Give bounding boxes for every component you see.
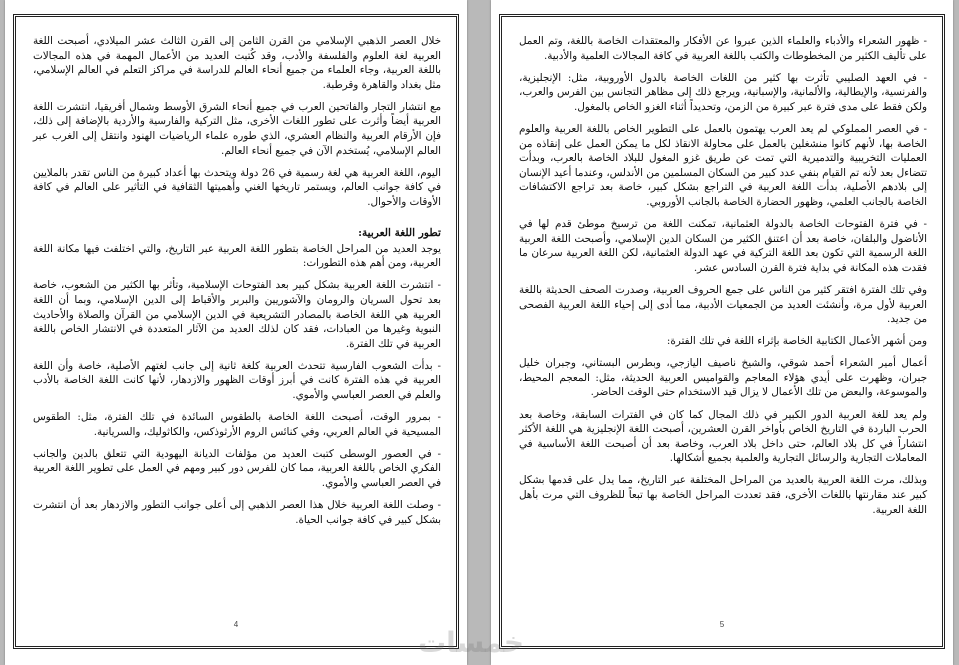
- paragraph: وبذلك، مرت اللغة العربية بالعديد من المراحل المختلفة عبر التاريخ، مما يدل على قدمها بشكل كبير عند مقارنتها باللغات الأخرى، فقد تعددت المراحل الخاصة بها تبعاً للظروف التي مرت بأهل اللغة العربية.: [519, 474, 927, 516]
- paragraph: - في العصر المملوكي لم يعد العرب يهتمون بالعمل على التطوير الخاص باللغة العربية والعلوم الخاصة بها، لأنهم كانوا منشغلين بالعمل على محاولة الانقاذ لكل ما يمكن العمل على إنقاذه من العمليات التخريبية والتدميرية التي تمت عن طريق غزو المغول للبلاد الخاصة بالعرب، وبدأت تتضاءل بعد لأنه تم القيام بنفي عدد كبير من السكان المسلمين من الأندلس، وعندما أعيد الإنسان إلى بلادهم الأصلية، بدأت اللغة العربية في التراجع بشكل كبير، خاصة بعد تراجع الاكتشافات الخاصة بالجانب العلمي، وظهور الحضارة الخاصة بالجانب الأوروبي.: [519, 122, 927, 208]
- list-item: - بدأت الشعوب الفارسية تتحدث العربية كلغة ثانية إلى جانب لغتهم الأصلية، خاصة وأن اللغة العربية في هذه الفترة كانت في أبرز أوقات الظهور والازدهار، لأنها كانت اللغة الخاصة بالأدب والعلم في العصر العباسي والأموي.: [33, 359, 441, 401]
- document-page-5: [491, 0, 953, 665]
- paragraph: خلال العصر الذهبي الإسلامي من القرن الثامن إلى القرن الثالث عشر الميلادي، أصبحت اللغة العربية لغة العلوم والفلسفة والأدب، وقد كُتبت العديد من الأعمال المهمة في هذه المجالات باللغة العربية، وجاء العلماء من جميع أنحاء العالم للدراسة في مراكز التعلم في العالم الإسلامي، مثل بغداد والقاهرة وقرطبة.: [33, 35, 441, 91]
- page-number: 4: [233, 620, 239, 629]
- paragraph: - في العهد الصليبي تأثرت بها كثير من اللغات الخاصة بالدول الأوروبية، مثل: الإنجليزية، والفرنسية، والإيطالية، والألمانية، والإسبانية، ويرجع ذلك إلى مظاهر التجانس بين الفرس والعرب، ولكن فقط على مدى فترة عبر كبيرة من الزمن، وتحديداً أثناء الغزو الخاص بالمغول.: [519, 71, 927, 113]
- list-item: - بمرور الوقت، أصبحت اللغة الخاصة بالطقوس السائدة في تلك الفترة، مثل: الطقوس المسيحية في العالم العربي، وفي كنائس الروم الأرثوذكس، والكاثوليك، والسريانية.: [33, 411, 441, 438]
- paragraph: ومن أشهر الأعمال الكتابية الخاصة بإثراء اللغة في تلك الفترة:: [666, 335, 927, 348]
- spacer: [33, 217, 441, 226]
- section-heading: تطور اللغة العربية:: [358, 227, 441, 240]
- paragraph: أعمال أمير الشعراء أحمد شوقي، والشيخ ناصيف اليازجي، وبطرس البستاني، وجبران خليل جبران، وظهرت على أيدي هؤلاء المعاجم والقواميس العربية الحديثة، مثل: المعجم المحيط، والموسوعة، والبعض من تلك الأعمال لا يزال قيد الاستخدام حتى الوقت الحاضر.: [519, 357, 927, 399]
- paragraph: اليوم، اللغة العربية هي لغة رسمية في 26 دولة ويتحدث بها أعداد كبيرة من الناس تقدر بالملايين في كافة جوانب العالم، ويستمر تاريخها الغني وأهميتها الثقافية في التأثير على العالم في كافة الأوقات والأحوال.: [33, 166, 441, 208]
- paragraph: - ظهور الشعراء والأدباء والعلماء الذين عبروا عن الأفكار والمعتقدات الخاصة باللغة، وتم العمل على تأليف الكثير من المخطوطات والكتب باللغة العربية في كافة المجالات العلمية والأدبية.: [519, 35, 927, 62]
- paragraph: مع انتشار التجار والفاتحين العرب في جميع أنحاء الشرق الأوسط وشمال أفريقيا، انتشرت اللغة العربية أيضاً وأثرت على تطور اللغات الأخرى، مثل التركية والفارسية والأردية بالإضافة إلى ذلك، فإن الأرقام العربية والنظام العشري، الذي طوره علماء الرياضيات الهنود وانتقل إلى الغرب عبر العالم الإسلامي، يُستخدم الآن في جميع أنحاء العالم.: [33, 100, 441, 157]
- page-5-text: [519, 34, 927, 525]
- paragraph: - في فترة الفتوحات الخاصة بالدولة العثمانية، تمكنت اللغة من ترسيخ موطئ قدم لها في الأناضول والبلقان، خاصة بعد أن اعتنق الكثير من السكان الدين الإسلامي، وأصبحت اللغة العربية اللغة الرسمية التي تكون بعد اللغة التركية في عهد الدولة العثمانية، لكن اللغة العربية سرعان ما فقدت هذه المكانة في بداية فترة القرن السادس عشر.: [519, 218, 927, 274]
- paragraph: ولم يعد للغة العربية الدور الكبير في ذلك المجال كما كان في الفترات السابقة، وخاصة بعد الحرب الباردة في التاريخ الخاص بأواخر القرن العشرين، أصبحت اللغة الإنجليزية هي اللغة الأكثر انتشاراً في كل بلاد العالم، حتى داخل بلاد العرب، وخاصة بعد أن أصبحت اللغة الأساسية في المعاملات التجارية والرسائل التجارية والعلمية بجميع أشكالها.: [519, 408, 927, 465]
- page-number: 5: [719, 620, 725, 629]
- page-4-text: [33, 34, 441, 535]
- list-item: - في العصور الوسطى كتبت العديد من مؤلفات الديانة اليهودية التي تتعلق بالدين والجانب الفكري الخاص باللغة العربية، مما كان للفرس دور كبير ومهم في العمل على تطوير اللغة العربية في العصر العباسي والأموي.: [33, 447, 441, 489]
- list-item: - انتشرت اللغة العربية بشكل كبير بعد الفتوحات الإسلامية، وتأثر بها الكثير من الشعوب، خاصة بعد تحول السريان والرومان والآشوريين والبربر والأقباط إلى الدين الإسلامي، وبما أن اللغة العربية هي اللغة الخاصة بالمصادر التشريعية في الدين الإسلامي من القرآن والصلاة والأحاديث النبوية وغيرها من العبادات، فقد كان لذلك العديد من الآثار المتعددة في الانتشار الخاص باللغة العربية في تلك الفترة.: [33, 279, 441, 350]
- section-intro: يوجد العديد من المراحل الخاصة بتطور اللغة العربية عبر التاريخ، والتي اختلفت فيها مكانة اللغة العربية، ومن أهم هذه التطورات:: [33, 242, 441, 270]
- document-page-4: [5, 0, 467, 665]
- paragraph: وفي تلك الفترة افتقر كثير من الناس على جمع الحروف العربية، وصدرت الصحف الحديثة باللغة العربية لأول مرة، وأنشئت العديد من الجمعيات الأدبية، مما أدى إلى إحياء اللغة العربية الفصحى من جديد.: [519, 283, 927, 326]
- watermark-logo: خمسات: [418, 626, 525, 659]
- list-item: - وصلت اللغة العربية خلال هذا العصر الذهبي إلى أعلى جوانب التطور والازدهار بعد أن انتشرت بشكل كبير في كافة جوانب الحياة.: [33, 499, 441, 526]
